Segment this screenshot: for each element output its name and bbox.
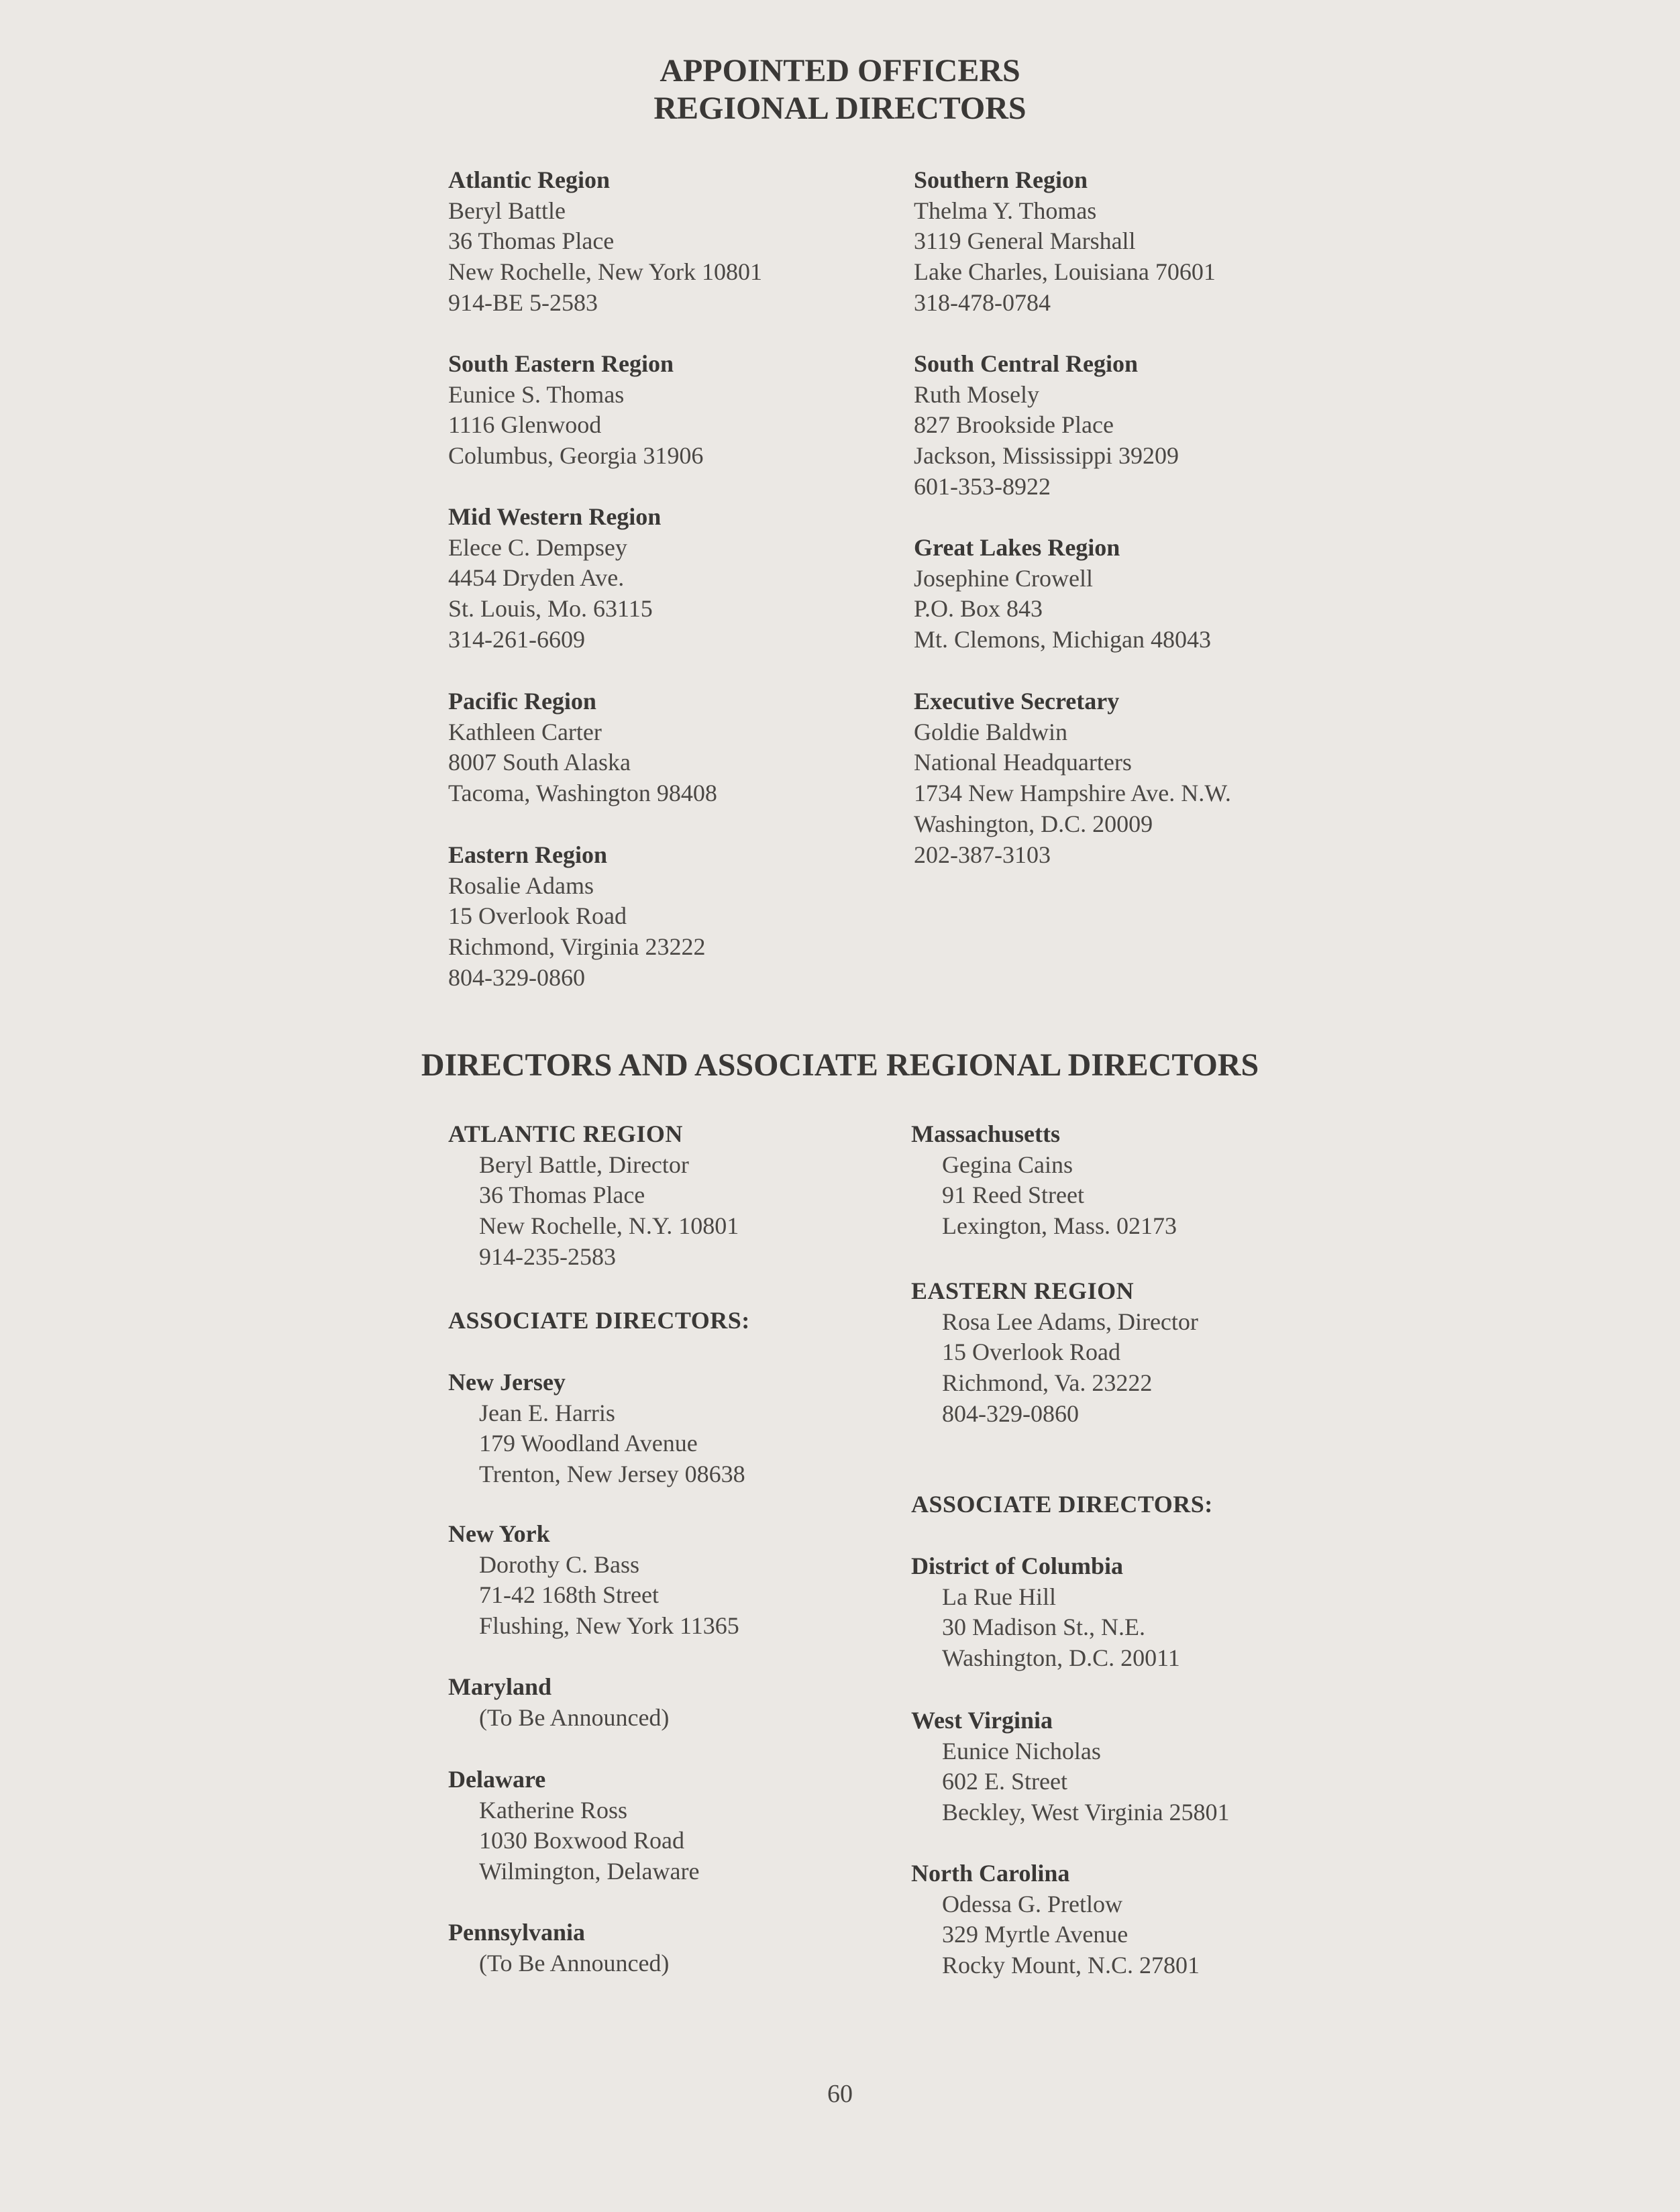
state-entry-new-york xyxy=(448,1519,739,1642)
regional-entry-executive-secretary xyxy=(914,686,1231,870)
address-line: 1030 Boxwood Road xyxy=(479,1827,684,1854)
associate-directors-heading: ASSOCIATE DIRECTORS: xyxy=(448,1307,750,1334)
regional-entry-great-lakes xyxy=(914,533,1211,655)
phone-line: 202-387-3103 xyxy=(914,841,1051,868)
region-heading: South Eastern Region xyxy=(448,350,674,377)
title-appointed-officers: APPOINTED OFFICERS xyxy=(660,53,1020,89)
address-line: Washington, D.C. 20009 xyxy=(914,810,1153,837)
state-entry-new-jersey xyxy=(448,1367,745,1490)
director-name: La Rue Hill xyxy=(942,1583,1056,1610)
address-line: P.O. Box 843 xyxy=(914,595,1043,623)
address-line: 36 Thomas Place xyxy=(448,227,615,255)
address-line: 3119 General Marshall xyxy=(914,227,1136,255)
director-name: Dorothy C. Bass xyxy=(479,1550,640,1578)
state-entry-west-virginia xyxy=(911,1705,1230,1828)
regional-entry-pacific xyxy=(448,686,717,809)
director-name: Jean E. Harris xyxy=(479,1399,615,1426)
regional-entry-south-eastern xyxy=(448,349,703,472)
address-line: 179 Woodland Avenue xyxy=(479,1430,698,1457)
address-line: Richmond, Virginia 23222 xyxy=(448,933,706,961)
director-name: Katherine Ross xyxy=(479,1796,627,1824)
state-entry-massachusetts xyxy=(911,1119,1177,1242)
director-name: Kathleen Carter xyxy=(448,718,602,745)
state-entry-maryland xyxy=(448,1672,669,1733)
state-entry-pennsylvania xyxy=(448,1917,669,1979)
regional-entry-southern xyxy=(914,165,1216,319)
address-line: 36 Thomas Place xyxy=(479,1181,645,1209)
address-line: Wilmington, Delaware xyxy=(479,1858,700,1885)
phone-line: 914-235-2583 xyxy=(479,1243,616,1270)
state-heading: Pennsylvania xyxy=(448,1919,586,1946)
region-heading: Southern Region xyxy=(914,166,1088,193)
address-line: Beckley, West Virginia 25801 xyxy=(942,1799,1230,1826)
state-heading: Massachusetts xyxy=(911,1120,1060,1147)
address-line: 4454 Dryden Ave. xyxy=(448,564,625,592)
state-entry-district-of-columbia xyxy=(911,1551,1180,1674)
address-line: Flushing, New York 11365 xyxy=(479,1612,739,1640)
state-entry-delaware xyxy=(448,1765,699,1887)
address-line: 1116 Glenwood xyxy=(448,411,602,439)
address-line: Lake Charles, Louisiana 70601 xyxy=(914,258,1216,286)
state-heading: District of Columbia xyxy=(911,1552,1123,1579)
director-name: Odessa G. Pretlow xyxy=(942,1890,1122,1917)
state-heading: North Carolina xyxy=(911,1860,1070,1887)
region-heading: Great Lakes Region xyxy=(914,534,1120,561)
phone-line: 804-329-0860 xyxy=(942,1400,1079,1427)
regional-entry-eastern xyxy=(448,840,706,994)
address-line: 827 Brookside Place xyxy=(914,411,1114,439)
eastern-region-block xyxy=(911,1276,1198,1430)
region-heading: Pacific Region xyxy=(448,688,596,715)
address-line: Tacoma, Washington 98408 xyxy=(448,780,717,807)
state-heading: New Jersey xyxy=(448,1369,566,1395)
address-line: New Rochelle, New York 10801 xyxy=(448,258,762,286)
director-name: Goldie Baldwin xyxy=(914,718,1067,745)
phone-line: 804-329-0860 xyxy=(448,963,585,991)
director-name: Gegina Cains xyxy=(942,1151,1073,1178)
address-line: St. Louis, Mo. 63115 xyxy=(448,595,653,623)
title-regional-directors: REGIONAL DIRECTORS xyxy=(653,91,1027,126)
phone-line: 314-261-6609 xyxy=(448,625,585,653)
to-be-announced: (To Be Announced) xyxy=(479,1949,670,1977)
address-line: 71-42 168th Street xyxy=(479,1581,659,1609)
state-heading: Maryland xyxy=(448,1673,552,1700)
address-line: 91 Reed Street xyxy=(942,1181,1084,1209)
address-line: 30 Madison St., N.E. xyxy=(942,1614,1146,1641)
region-heading: EASTERN REGION xyxy=(911,1277,1135,1304)
regional-entry-south-central xyxy=(914,349,1179,503)
state-entry-north-carolina xyxy=(911,1858,1200,1981)
address-line: Rocky Mount, N.C. 27801 xyxy=(942,1952,1200,1979)
director-name: Thelma Y. Thomas xyxy=(914,197,1097,224)
address-line: 15 Overlook Road xyxy=(448,902,627,930)
region-heading: South Central Region xyxy=(914,350,1139,377)
phone-line: 601-353-8922 xyxy=(914,472,1051,500)
director-name: Ruth Mosely xyxy=(914,380,1040,408)
region-heading: Mid Western Region xyxy=(448,503,662,530)
region-heading: ATLANTIC REGION xyxy=(448,1120,683,1147)
director-name: Eunice Nicholas xyxy=(942,1737,1101,1765)
director-name: Rosa Lee Adams, Director xyxy=(942,1308,1198,1335)
address-line: New Rochelle, N.Y. 10801 xyxy=(479,1212,739,1240)
to-be-announced: (To Be Announced) xyxy=(479,1703,670,1731)
address-line: 1734 New Hampshire Ave. N.W. xyxy=(914,780,1231,807)
address-line: 602 E. Street xyxy=(942,1768,1067,1795)
address-line: 329 Myrtle Avenue xyxy=(942,1921,1128,1948)
page-number: 60 xyxy=(827,2080,853,2108)
region-heading: Eastern Region xyxy=(448,841,607,868)
director-name: Josephine Crowell xyxy=(914,564,1093,592)
director-name: Eunice S. Thomas xyxy=(448,380,625,408)
regional-entry-atlantic xyxy=(448,165,762,319)
regional-entry-mid-western xyxy=(448,502,661,655)
director-name: Beryl Battle, Director xyxy=(479,1151,689,1178)
title-directors-associate: DIRECTORS AND ASSOCIATE REGIONAL DIRECTORS xyxy=(421,1047,1259,1083)
address-line: National Headquarters xyxy=(914,749,1132,776)
region-heading: Executive Secretary xyxy=(914,688,1120,715)
state-heading: New York xyxy=(448,1520,550,1547)
state-heading: Delaware xyxy=(448,1766,546,1793)
address-line: Columbus, Georgia 31906 xyxy=(448,442,704,470)
phone-line: 318-478-0784 xyxy=(914,288,1051,316)
phone-line: 914-BE 5-2583 xyxy=(448,288,598,316)
director-name: Elece C. Dempsey xyxy=(448,533,627,561)
address-line: Mt. Clemons, Michigan 48043 xyxy=(914,626,1211,653)
address-line: Jackson, Mississippi 39209 xyxy=(914,442,1179,470)
address-line: Washington, D.C. 20011 xyxy=(942,1644,1180,1672)
director-name: Beryl Battle xyxy=(448,197,566,224)
region-heading: Atlantic Region xyxy=(448,166,610,193)
address-line: Lexington, Mass. 02173 xyxy=(942,1212,1177,1240)
address-line: Trenton, New Jersey 08638 xyxy=(479,1461,745,1488)
director-name: Rosalie Adams xyxy=(448,872,594,899)
address-line: 8007 South Alaska xyxy=(448,749,631,776)
atlantic-region-block xyxy=(448,1119,739,1273)
associate-directors-heading: ASSOCIATE DIRECTORS: xyxy=(911,1491,1213,1518)
address-line: Richmond, Va. 23222 xyxy=(942,1369,1153,1397)
address-line: 15 Overlook Road xyxy=(942,1338,1120,1366)
state-heading: West Virginia xyxy=(911,1707,1053,1734)
